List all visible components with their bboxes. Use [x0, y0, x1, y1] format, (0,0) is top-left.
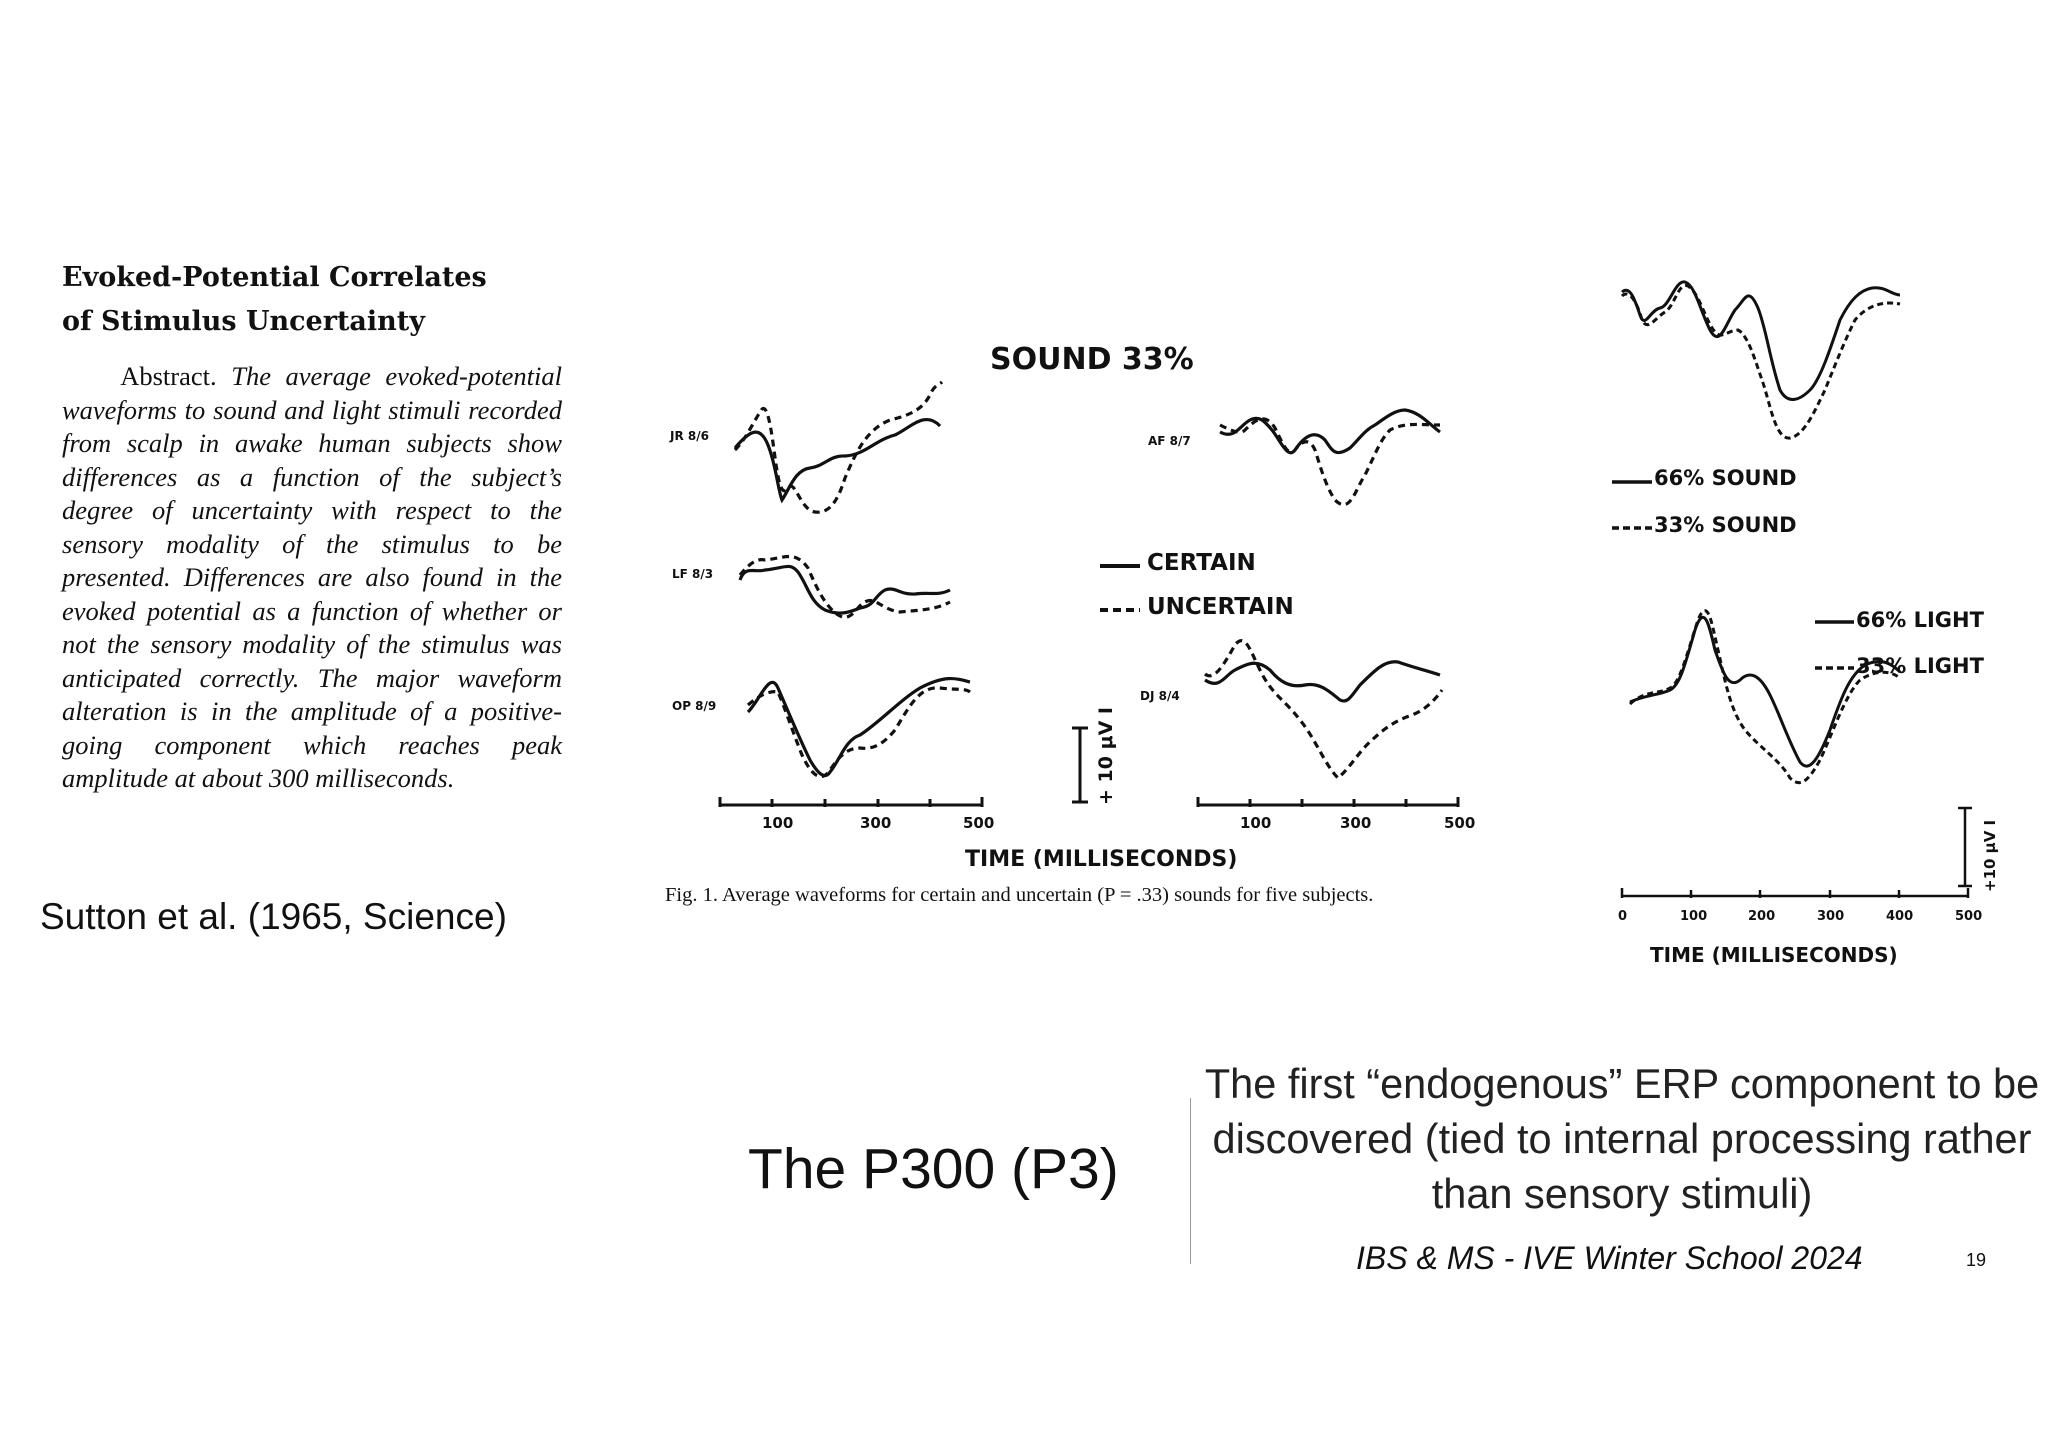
legend-33-sound: 33% SOUND	[1654, 513, 1797, 537]
figure2-plot	[1610, 270, 2000, 980]
jr-certain-trace	[735, 420, 940, 500]
paper-abstract	[62, 360, 562, 796]
paper-title-line-2: of Stimulus Uncertainty	[62, 306, 425, 337]
sound-66-trace	[1622, 282, 1900, 400]
af-certain-trace	[1220, 410, 1440, 453]
subject-label-jr: JR 8/6	[670, 429, 709, 443]
slide-footer: IBS & MS - IVE Winter School 2024	[1356, 1240, 1863, 1276]
dj-certain-trace	[1205, 662, 1440, 701]
light-33-trace	[1630, 611, 1900, 783]
fig2-tick-300: 300	[1817, 909, 1845, 924]
lf-uncertain-trace	[740, 557, 950, 618]
figure1-plot	[660, 370, 1500, 875]
jr-uncertain-trace	[735, 382, 942, 512]
light-66-trace	[1630, 617, 1900, 766]
figure1-caption-prefix: Fig. 1.	[665, 884, 718, 906]
paper-title	[62, 256, 622, 344]
subject-label-af: AF 8/7	[1148, 434, 1191, 448]
fig1-right-tick-100: 100	[1240, 814, 1272, 832]
figure1-caption-text: Average waveforms for certain and uncertain (P = .33) sounds for five subjects.	[721, 884, 1374, 906]
figure1-scale-label: + 10 μV I	[1095, 707, 1117, 805]
fig1-right-tick-300: 300	[1340, 814, 1372, 832]
fig2-tick-400: 400	[1886, 909, 1914, 924]
dj-uncertain-trace	[1205, 641, 1442, 778]
subject-label-op: OP 8/9	[672, 699, 717, 713]
fig1-right-tick-500: 500	[1444, 814, 1476, 832]
citation: Sutton et al. (1965, Science)	[40, 896, 507, 937]
fig1-left-tick-500: 500	[963, 814, 995, 832]
slide-title: The P300 (P3)	[748, 1137, 1119, 1201]
fig1-left-tick-100: 100	[762, 814, 794, 832]
legend-66-light: 66% LIGHT	[1856, 608, 1984, 632]
abstract-body: The average evoked-potential waveforms to sound and light stimuli recorded from scalp in awake human subjects show differences as a function of the subject’s degree of uncertainty with respect to the sensory modality of the stimulus to be presented. Differences are also found in the evoked potential as a function of whether or not the sensory modality of the stimulus was anticipated correctly. The major waveform alteration is in the amplitude of a positive-going component which reaches peak amplitude at about 300 milliseconds.	[62, 361, 563, 793]
figure2-xlabel: TIME (MILLISECONDS)	[1650, 943, 1898, 967]
legend-33-light: 33% LIGHT	[1856, 654, 1984, 678]
op-uncertain-trace	[748, 688, 970, 777]
subject-label-lf: LF 8/3	[672, 567, 714, 581]
af-uncertain-trace	[1220, 419, 1440, 505]
sound-33-trace	[1622, 286, 1900, 439]
fig2-tick-100: 100	[1680, 909, 1708, 924]
page-number: 19	[1966, 1250, 1987, 1270]
slide-blurb: The first “endogenous” ERP component to be discovered (tied to internal processing rather than sensory stimuli)	[1204, 1060, 2040, 1217]
figure2-scale-label: +10 μV I	[1981, 819, 1999, 892]
lf-certain-trace	[740, 566, 950, 613]
subject-label-dj: DJ 8/4	[1140, 689, 1180, 703]
legend-66-sound: 66% SOUND	[1654, 466, 1797, 490]
figure1-title: SOUND 33%	[990, 342, 1194, 377]
legend-certain: CERTAIN	[1147, 550, 1256, 576]
abstract-lead: Abstract.	[120, 361, 217, 391]
op-certain-trace	[748, 679, 970, 776]
fig1-left-tick-300: 300	[860, 814, 892, 832]
paper-title-line-1: Evoked-Potential Correlates	[62, 262, 487, 293]
figure1-caption	[665, 884, 1373, 907]
fig2-tick-500: 500	[1955, 909, 1983, 924]
legend-uncertain: UNCERTAIN	[1147, 594, 1294, 620]
figure1-xlabel: TIME (MILLISECONDS)	[965, 847, 1238, 872]
fig2-tick-200: 200	[1748, 909, 1776, 924]
fig2-tick-0: 0	[1618, 909, 1628, 924]
